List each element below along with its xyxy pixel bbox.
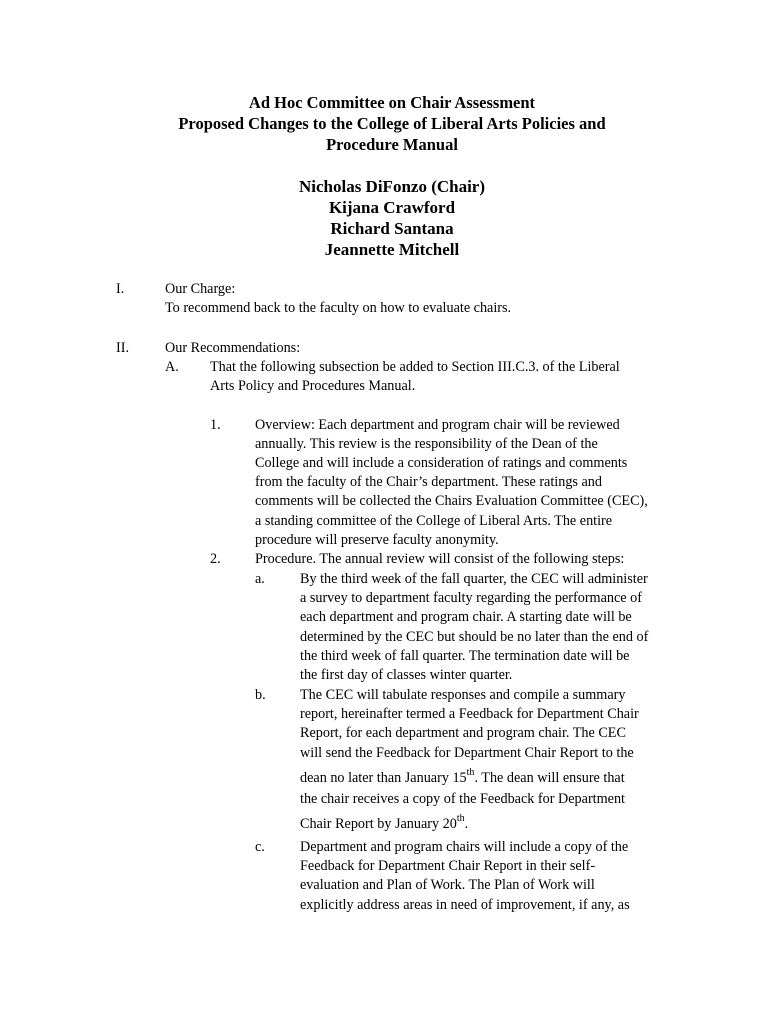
item-2b-text: . The dean will ensure that bbox=[474, 770, 625, 786]
author-name: Nicholas DiFonzo (Chair) bbox=[298, 177, 486, 196]
item-2a-line: the first day of classes winter quarter. bbox=[300, 667, 513, 683]
item-2b-label: b. bbox=[255, 687, 266, 703]
item-2a-line: a survey to department faculty regarding the performance of bbox=[300, 590, 642, 606]
item-1-line: procedure will preserve faculty anonymity. bbox=[255, 532, 499, 548]
item-2a-line: By the third week of the fall quarter, the CEC will administer bbox=[300, 571, 648, 587]
committee-members bbox=[0, 176, 770, 260]
item-a-line: That the following subsection be added to Section III.C.3. of the Liberal bbox=[210, 359, 620, 375]
item-2-label: 2. bbox=[210, 551, 221, 567]
item-2b-text: dean no later than January 15 bbox=[300, 770, 467, 786]
item-2b-line: report, hereinafter termed a Feedback for Department Chair bbox=[300, 706, 639, 722]
title-line-2: Proposed Changes to the College of Liberal Arts Policies and bbox=[178, 114, 606, 133]
item-2a-line: the third week of fall quarter. The termination date will be bbox=[300, 648, 630, 664]
item-1-line: a standing committee of the College of Liberal Arts. The entire bbox=[255, 513, 613, 529]
author-name: Richard Santana bbox=[330, 219, 454, 238]
author-name: Jeannette Mitchell bbox=[324, 240, 460, 259]
item-2b-line: Report, for each department and program chair. The CEC bbox=[300, 725, 626, 741]
item-2c-line: evaluation and Plan of Work. The Plan of Work will bbox=[300, 877, 595, 893]
item-2a-label: a. bbox=[255, 571, 265, 587]
item-2c-line: explicitly address areas in need of improvement, if any, as bbox=[300, 897, 630, 913]
document-title bbox=[0, 92, 770, 155]
item-1-line: College and will include a consideration of ratings and comments bbox=[255, 455, 628, 471]
ordinal-suffix: th bbox=[456, 813, 465, 824]
section-1-text: To recommend back to the faculty on how to evaluate chairs. bbox=[165, 300, 512, 316]
item-1-line: from the faculty of the Chair’s department. These ratings and bbox=[255, 474, 602, 490]
item-2b-line bbox=[300, 815, 468, 835]
section-1-numeral: I. bbox=[116, 281, 125, 297]
item-2a-line: each department and program chair. A starting date will be bbox=[300, 609, 632, 625]
item-2b-line bbox=[300, 769, 625, 789]
item-2b-line: The CEC will tabulate responses and compile a summary bbox=[300, 687, 626, 703]
item-1-line: annually. This review is the responsibility of the Dean of the bbox=[255, 436, 598, 452]
item-2b-line: will send the Feedback for Department Chair Report to the bbox=[300, 745, 634, 761]
section-1-heading: Our Charge: bbox=[165, 281, 236, 297]
section-2-heading: Our Recommendations: bbox=[165, 340, 301, 356]
item-1-line: comments will be collected the Chairs Evaluation Committee (CEC), bbox=[255, 493, 648, 509]
item-2c-line: Department and program chairs will include a copy of the bbox=[300, 839, 629, 855]
item-2b-text: . bbox=[464, 816, 469, 832]
item-2b-line: the chair receives a copy of the Feedback for Department bbox=[300, 791, 625, 807]
item-2c-label: c. bbox=[255, 839, 265, 855]
item-2-text: Procedure. The annual review will consist of the following steps: bbox=[255, 551, 625, 567]
item-2a-line: determined by the CEC but should be no later than the end of bbox=[300, 629, 649, 645]
author-name: Kijana Crawford bbox=[328, 198, 456, 217]
item-a-line: Arts Policy and Procedures Manual. bbox=[210, 378, 416, 394]
item-a-label: A. bbox=[165, 359, 179, 375]
section-2-numeral: II. bbox=[116, 340, 129, 356]
item-2b-text: Chair Report by January 20 bbox=[300, 816, 457, 832]
item-1-line: Overview: Each department and program chair will be reviewed bbox=[255, 417, 620, 433]
title-line-1: Ad Hoc Committee on Chair Assessment bbox=[248, 93, 536, 112]
title-line-3: Procedure Manual bbox=[326, 135, 458, 154]
ordinal-suffix: th bbox=[466, 767, 475, 778]
item-1-label: 1. bbox=[210, 417, 221, 433]
item-2c-line: Feedback for Department Chair Report in their self- bbox=[300, 858, 596, 874]
